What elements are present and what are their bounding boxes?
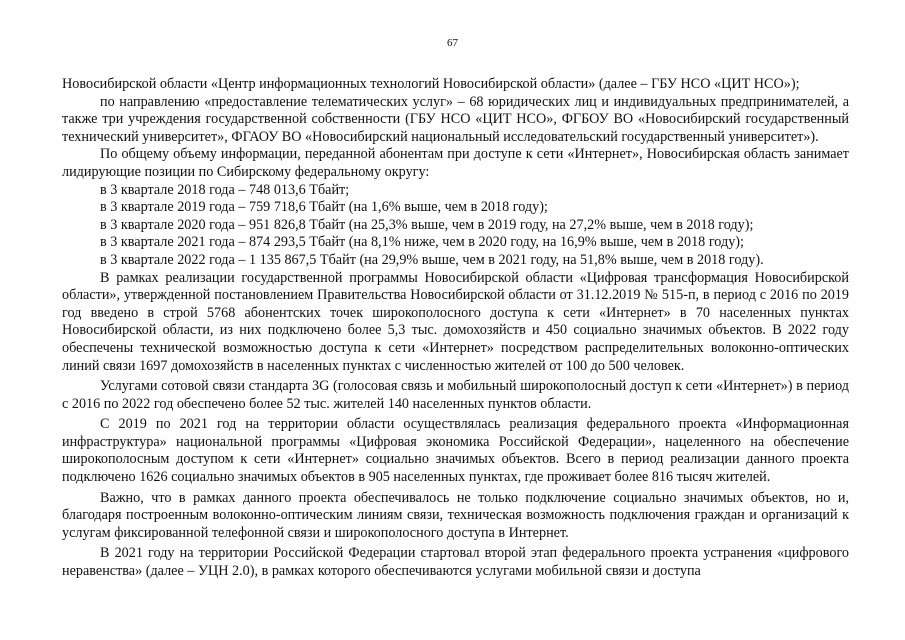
paragraph: В рамках реализации государственной программы Новосибирской области «Цифровая трансформация Новосибирской области», утвержденной постановлением Правительства Новосибирской области от 31.12.2019 № 515-п, в период с 2016 по 2019 год введено в строй 5768 абонентских точек широкополосного доступа к сети «Интернет» в 70 населенных пунктах Новосибирской области, из них подключено более 5,3 тыс. домохозяйств и 450 социально значимых объектов. В 2022 году обеспечены технической возможностью доступа к сети «Интернет» посредством распределительных волоконно-оптических линий связи 1697 домохозяйств в населенных пунктах с численностью жителей от 100 до 500 человек. (62, 269, 849, 374)
paragraph: Новосибирской области «Центр информационных технологий Новосибирской области» (далее – ГБУ НСО «ЦИТ НСО»); (62, 76, 800, 92)
paragraph: В 2021 году на территории Российской Федерации стартовал второй этап федерального проекта устранения «цифрового неравенства» (далее – УЦН 2.0), в рамках которого обеспечиваются услугами мобильной связи и доступа (62, 545, 849, 580)
paragraph: в 3 квартале 2022 года – 1 135 867,5 Тбайт (на 29,9% выше, чем в 2021 году, на 51,8% выше, чем в 2018 году). (100, 251, 764, 268)
page-number: 67 (447, 37, 458, 49)
paragraph: в 3 квартале 2019 года – 759 718,6 Тбайт (на 1,6% выше, чем в 2018 году); (100, 199, 548, 216)
paragraph: Услугами сотовой связи стандарта 3G (голосовая связь и мобильный широкополосный доступ к сети «Интернет») в период с 2016 по 2022 год обеспечено более 52 тыс. жителей 140 населенных пунктов области. (62, 378, 849, 412)
paragraph: По общему объему информации, переданной абонентам при доступе к сети «Интернет», Новосибирская область занимает лидирующие позиции по Сибирскому федеральному округу: (62, 146, 849, 180)
paragraph: в 3 квартале 2021 года – 874 293,5 Тбайт (на 8,1% ниже, чем в 2020 году, на 16,9% выше, чем в 2018 году); (100, 234, 744, 251)
paragraph: в 3 квартале 2018 года – 748 013,6 Тбайт; (100, 181, 350, 198)
document-body (62, 76, 849, 581)
paragraph: С 2019 по 2021 год на территории области осуществлялась реализация федерального проекта «Информационная инфраструктура» национальной программы «Цифровая экономика Российской Федерации», нацеленного на обеспечение широкополосным доступом к сети «Интернет» социально значимых объектов. Всего в период реализации данного проекта подключено 1626 социально значимых объектов в 905 населенных пунктах, где проживает более 816 тысяч жителей. (62, 416, 849, 486)
paragraph: по направлению «предоставление телематических услуг» – 68 юридических лиц и индивидуальных предпринимателей, а также три учреждения государственной собственности (ГБУ НСО «ЦИТ НСО», ФГБОУ ВО «Новосибирский государственный технический университет», ФГАОУ ВО «Новосибирский национальный исследовательский государственный университет»). (62, 93, 849, 145)
paragraph: в 3 квартале 2020 года – 951 826,8 Тбайт (на 25,3% выше, чем в 2019 году, на 27,2% выше, чем в 2018 году); (100, 216, 754, 233)
paragraph: Важно, что в рамках данного проекта обеспечивалось не только подключение социально значимых объектов, но и, благодаря построенным волоконно-оптическим линиям связи, техническая возможность подключения граждан и организаций к услугам фиксированной телефонной связи и широкополосного доступа в Интернет. (62, 489, 849, 541)
